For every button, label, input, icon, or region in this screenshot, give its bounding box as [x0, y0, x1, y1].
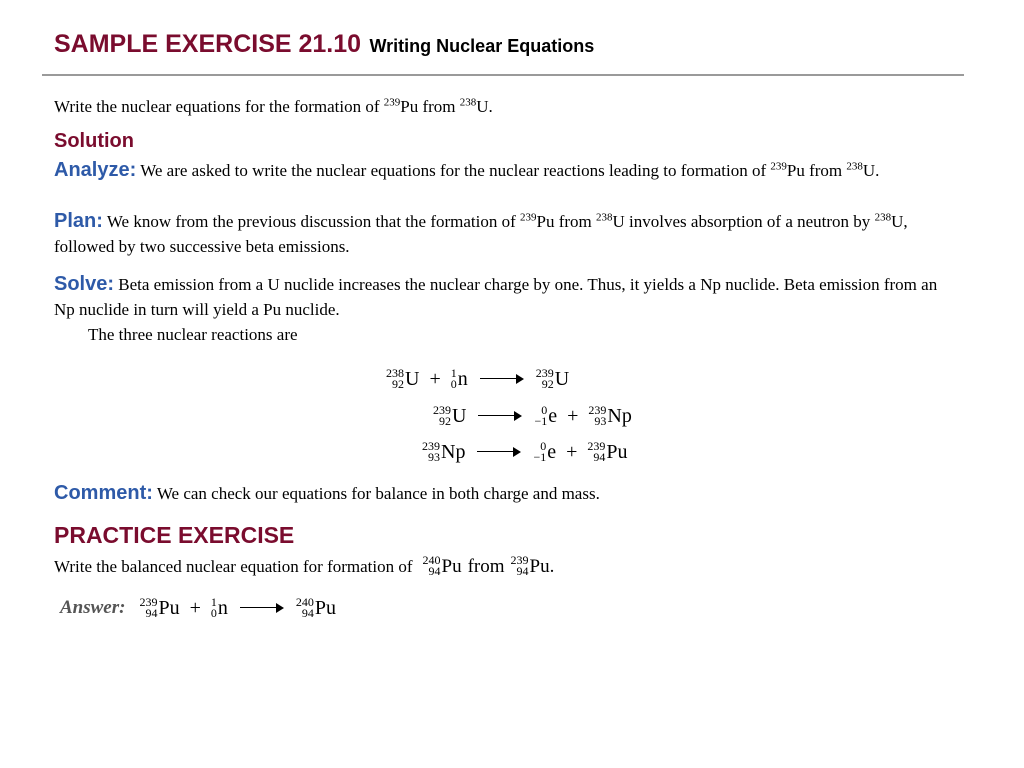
title-divider — [42, 74, 964, 76]
nuclide: 0 −1 e — [533, 439, 557, 464]
solve-paragraph: Solve: Beta emission from a U nuclide increases the nuclear charge by one. Thus, it yields a Np nuclide. Beta emission from an Np nuclide in turn will yield a Pu nuclide. — [54, 273, 938, 319]
nuclide: 240 94 Pu — [422, 553, 462, 578]
reaction-arrow-icon — [477, 447, 521, 457]
answer-label: Answer: — [60, 597, 126, 618]
nuclide: 239 93 Np — [588, 403, 632, 428]
equation-2 — [433, 401, 632, 431]
nuclide: 238 92 U — [386, 366, 420, 391]
analyze-label: Analyze: — [54, 159, 137, 181]
solution-heading: Solution — [54, 130, 134, 152]
plan-label: Plan: — [54, 210, 103, 232]
plus-sign: + — [189, 596, 201, 619]
nuclide: 240 94 Pu — [295, 595, 336, 620]
equation-3 — [422, 437, 628, 467]
nuclide: 239 93 Np — [422, 439, 466, 464]
analyze-paragraph: Analyze: We are asked to write the nuclear equations for the nuclear reactions leading to formation of $^{239}$Pu from $^{238}$U. — [54, 159, 880, 181]
comment-label: Comment: — [54, 482, 153, 504]
plan-paragraph: Plan: We know from the previous discussion that the formation of $^{239}$Pu from $^{238}$U involves absorption of a neutron by $^{238}$U, followed by two successive beta emissions. — [54, 210, 908, 256]
nuclide: 239 94 Pu. — [510, 553, 555, 578]
page-title — [54, 30, 594, 59]
nuclide: 239 92 U — [433, 403, 467, 428]
exercise-subtitle: Writing Nuclear Equations — [369, 36, 595, 56]
nuclide: 239 92 U — [535, 366, 570, 391]
problem-statement: Write the nuclear equations for the formation of $^{239}$Pu from $^{238}$U. — [54, 96, 493, 116]
nuclide: 1 0 n — [210, 595, 228, 620]
plus-sign: + — [567, 404, 579, 427]
reaction-arrow-icon — [478, 411, 522, 421]
solve-label: Solve: — [54, 273, 115, 295]
nuclide: 239 94 Pu — [587, 439, 628, 464]
practice-statement: Write the balanced nuclear equation for formation of 240 94 Pu from 239 94 Pu. — [54, 553, 555, 578]
answer-equation — [60, 593, 336, 623]
reaction-arrow-icon — [240, 603, 284, 613]
reactions-intro: The three nuclear reactions are — [88, 325, 298, 344]
plus-sign: + — [566, 440, 578, 463]
nuclide: 239 94 Pu — [139, 595, 180, 620]
comment-paragraph: Comment: We can check our equations for balance in both charge and mass. — [54, 482, 600, 504]
nuclide: 1 0 n — [450, 366, 468, 391]
nuclide: 0 −1 e — [534, 403, 558, 428]
equation-1 — [386, 364, 569, 394]
reaction-arrow-icon — [480, 374, 524, 384]
practice-heading: PRACTICE EXERCISE — [54, 522, 295, 548]
plus-sign: + — [429, 367, 441, 390]
exercise-number: SAMPLE EXERCISE 21.10 — [54, 30, 362, 58]
